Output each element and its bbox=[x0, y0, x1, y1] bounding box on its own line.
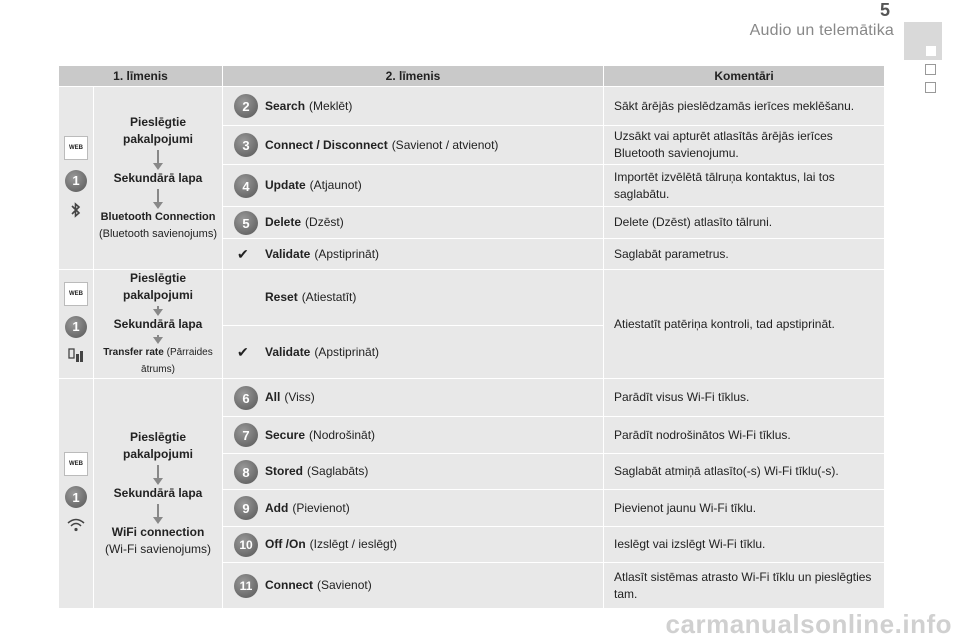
down-arrow-icon bbox=[157, 150, 159, 164]
path-line: (Pārraides ātrums) bbox=[141, 347, 213, 375]
comment-cell: Delete (Dzēst) atlasīto tālruni. bbox=[604, 207, 885, 239]
action-row bbox=[223, 126, 604, 165]
page-title: Audio un telemātika bbox=[749, 22, 894, 39]
path-line: pakalpojumi bbox=[122, 131, 193, 146]
web-icon: WEB bbox=[64, 282, 88, 306]
menu-table bbox=[59, 66, 885, 609]
path-line: Pieslēgtie bbox=[129, 430, 187, 444]
bluetooth-icon bbox=[70, 202, 82, 221]
section-marker-empty bbox=[925, 82, 936, 93]
path-line: WiFi connection bbox=[111, 525, 205, 539]
comment-cell: Saglabāt parametrus. bbox=[604, 239, 885, 270]
marker-badge: 4 bbox=[234, 174, 258, 198]
action-name: Update bbox=[265, 178, 306, 192]
path-line: Pieslēgtie bbox=[129, 271, 187, 285]
action-row bbox=[223, 326, 604, 379]
action-row bbox=[223, 527, 604, 563]
level2-path bbox=[94, 87, 223, 270]
action-note: (Nodrošināt) bbox=[309, 427, 376, 442]
action-note: (Atiestatīt) bbox=[301, 290, 357, 304]
action-name: Secure bbox=[265, 427, 306, 442]
check-icon: ✔ bbox=[237, 246, 249, 262]
watermark: carmanualsonline.info bbox=[665, 609, 952, 639]
level-number-badge: 1 bbox=[65, 486, 87, 508]
web-icon: WEB bbox=[64, 452, 88, 476]
path-line: Sekundārā lapa bbox=[113, 170, 203, 185]
marker-badge: 11 bbox=[234, 574, 258, 598]
level-number-badge: 1 bbox=[65, 170, 87, 192]
header-level1: 1. līmenis bbox=[59, 66, 223, 87]
header-level2: 2. līmenis bbox=[223, 66, 604, 87]
path-line: Sekundārā lapa bbox=[113, 486, 203, 500]
path-line: (Wi-Fi savienojums) bbox=[104, 542, 211, 556]
down-arrow-icon bbox=[157, 335, 159, 339]
comment-cell: Atiestatīt patēriņa kontroli, tad apstiprināt. bbox=[604, 270, 885, 379]
check-icon: ✔ bbox=[237, 344, 249, 360]
side-tab bbox=[904, 22, 942, 60]
action-row bbox=[223, 270, 604, 326]
action-name: Search bbox=[265, 98, 306, 113]
action-row bbox=[223, 239, 604, 270]
action-row bbox=[223, 490, 604, 527]
comment-cell: Parādīt visus Wi-Fi tīklus. bbox=[604, 379, 885, 417]
action-note: (Savienot / atvienot) bbox=[391, 137, 499, 152]
level-number-badge: 1 bbox=[65, 316, 87, 338]
path-line: (Bluetooth savienojums) bbox=[98, 227, 217, 240]
action-note: (Dzēst) bbox=[305, 215, 344, 229]
comment-cell: Uzsākt vai apturēt atlasītās ārējās ierīces Bluetooth savienojumu. bbox=[604, 126, 885, 165]
action-note: (Meklēt) bbox=[309, 98, 353, 113]
down-arrow-icon bbox=[157, 189, 159, 203]
header-comments: Komentāri bbox=[604, 66, 885, 87]
action-name: Add bbox=[265, 500, 289, 515]
action-note: (Viss) bbox=[284, 390, 315, 404]
level1-cell bbox=[59, 379, 94, 609]
comment-cell: Pievienot jaunu Wi-Fi tīklu. bbox=[604, 490, 885, 527]
comment-cell: Sākt ārējās pieslēdzamās ierīces meklēšanu. bbox=[604, 87, 885, 126]
down-arrow-icon bbox=[157, 306, 159, 310]
marker-badge: 7 bbox=[234, 423, 258, 447]
section-marker-empty bbox=[925, 64, 936, 75]
comment-cell: Parādīt nodrošinātos Wi-Fi tīklus. bbox=[604, 417, 885, 454]
action-name: Off /On bbox=[265, 537, 306, 551]
path-line: pakalpojumi bbox=[122, 447, 193, 461]
action-row bbox=[223, 454, 604, 490]
down-arrow-icon bbox=[157, 504, 159, 518]
level1-cell bbox=[59, 270, 94, 379]
action-name: Connect / Disconnect bbox=[265, 137, 388, 152]
level2-path bbox=[94, 270, 223, 379]
action-note: (Izslēgt / ieslēgt) bbox=[309, 537, 398, 551]
action-note: (Apstiprināt) bbox=[314, 344, 380, 359]
action-name: All bbox=[265, 390, 281, 404]
action-name: Validate bbox=[265, 246, 311, 261]
data-usage-icon bbox=[68, 348, 84, 367]
action-note: (Atjaunot) bbox=[309, 178, 362, 192]
comment-cell: Saglabāt atmiņā atlasīto(-s) Wi-Fi tīklu(-s). bbox=[604, 454, 885, 490]
marker-badge: 8 bbox=[234, 460, 258, 484]
section-marker-filled bbox=[926, 46, 936, 56]
action-note: (Savienot) bbox=[317, 578, 372, 592]
marker-badge: 5 bbox=[234, 211, 258, 235]
path-line: Bluetooth Connection bbox=[100, 210, 216, 223]
page-number: 5 bbox=[879, 0, 890, 20]
marker-badge: 9 bbox=[234, 496, 258, 520]
wifi-icon bbox=[67, 518, 85, 535]
marker-badge: 3 bbox=[234, 133, 258, 157]
marker-badge: 2 bbox=[234, 94, 258, 118]
action-note: (Pievienot) bbox=[292, 500, 350, 515]
web-icon: WEB bbox=[64, 136, 88, 160]
action-row bbox=[223, 87, 604, 126]
action-name: Reset bbox=[265, 290, 298, 304]
path-line: Transfer rate bbox=[103, 347, 164, 358]
action-row bbox=[223, 417, 604, 454]
comment-cell: Ieslēgt vai izslēgt Wi-Fi tīklu. bbox=[604, 527, 885, 563]
action-note: (Saglabāts) bbox=[307, 464, 369, 478]
action-row bbox=[223, 165, 604, 207]
marker-badge: 10 bbox=[234, 533, 258, 557]
action-name: Stored bbox=[265, 464, 304, 478]
action-name: Delete bbox=[265, 215, 302, 229]
down-arrow-icon bbox=[157, 465, 159, 479]
marker-badge: 6 bbox=[234, 386, 258, 410]
action-row bbox=[223, 207, 604, 239]
path-line: Sekundārā lapa bbox=[113, 316, 203, 331]
comment-cell: Importēt izvēlētā tālruņa kontaktus, lai tos saglabātu. bbox=[604, 165, 885, 207]
comment-cell: Atlasīt sistēmas atrasto Wi-Fi tīklu un pieslēgties tam. bbox=[604, 563, 885, 609]
action-row bbox=[223, 379, 604, 417]
level2-path bbox=[94, 379, 223, 609]
path-line: pakalpojumi bbox=[122, 288, 193, 302]
action-name: Validate bbox=[265, 344, 311, 359]
action-row bbox=[223, 563, 604, 609]
level1-cell bbox=[59, 87, 94, 270]
path-line: Pieslēgtie bbox=[129, 114, 187, 129]
action-name: Connect bbox=[265, 578, 313, 592]
action-note: (Apstiprināt) bbox=[314, 246, 380, 261]
